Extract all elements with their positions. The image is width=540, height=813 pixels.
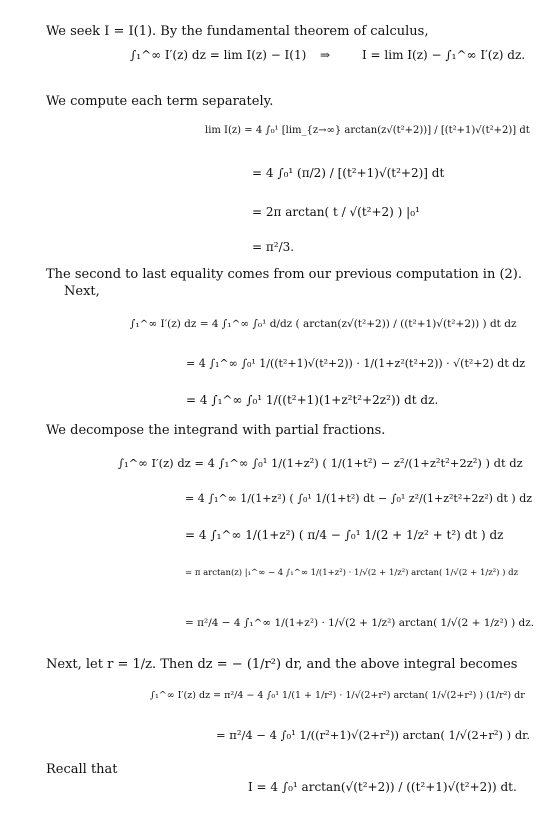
ftc-equation-right: I = lim I(z) − ∫₁^∞ I′(z) dz. bbox=[362, 48, 526, 62]
partial-fraction-eq-line-2: = 4 ∫₁^∞ 1/(1+z²) ( ∫₀¹ 1/(1+t²) dt − ∫₀¹ z²/(1+z²t²+2z²) dt ) dz bbox=[185, 492, 533, 505]
compute-each-paragraph: We compute each term separately. bbox=[46, 94, 274, 109]
limit-eq-line-1: lim I(z) = 4 ∫₀¹ [lim_{z→∞} arctan(z√(t²+2))] / [(t²+1)√(t²+2)] dt bbox=[205, 125, 530, 136]
limit-eq-line-3: = 2π arctan( t / √(t²+2) ) |₀¹ bbox=[252, 205, 420, 219]
derivative-eq-line-1: ∫₁^∞ I′(z) dz = 4 ∫₁^∞ ∫₀¹ d/dz ( arctan(z√(t²+2)) / ((t²+1)√(t²+2)) ) dt dz bbox=[130, 318, 517, 330]
partial-fraction-eq-line-3: = 4 ∫₁^∞ 1/(1+z²) ( π/4 − ∫₀¹ 1/(2 + 1/z² + t²) dt ) dz bbox=[185, 528, 504, 542]
derivative-eq-line-3: = 4 ∫₁^∞ ∫₀¹ 1/((t²+1)(1+z²t²+2z²)) dt dz. bbox=[186, 393, 439, 407]
implies-arrow: ⇒ bbox=[320, 48, 331, 62]
substitution-eq-line-1: ∫₁^∞ I′(z) dz = π²/4 − 4 ∫₀¹ 1/(1 + 1/r²) · 1/√(2+r²) arctan( 1/√(2+r²) ) (1/r²) dr bbox=[150, 690, 525, 701]
derivative-eq-line-2: = 4 ∫₁^∞ ∫₀¹ 1/((t²+1)√(t²+2)) · 1/(1+z²(t²+2)) · √(t²+2) dt dz bbox=[186, 357, 526, 370]
intro-paragraph: We seek I = I(1). By the fundamental theorem of calculus, bbox=[46, 24, 429, 39]
substitution-paragraph: Next, let r = 1/z. Then dz = − (1/r²) dr, and the above integral becomes bbox=[46, 657, 518, 672]
limit-eq-line-2: = 4 ∫₀¹ (π/2) / [(t²+1)√(t²+2)] dt bbox=[252, 166, 445, 180]
partial-fraction-eq-line-5: = π²/4 − 4 ∫₁^∞ 1/(1+z²) · 1/√(2 + 1/z²) arctan( 1/√(2 + 1/z²) ) dz. bbox=[185, 617, 535, 629]
next-paragraph: Next, bbox=[64, 284, 100, 299]
decompose-paragraph: We decompose the integrand with partial fractions. bbox=[46, 423, 386, 438]
recall-paragraph: Recall that bbox=[46, 762, 118, 777]
substitution-eq-line-2: = π²/4 − 4 ∫₀¹ 1/((r²+1)√(2+r²)) arctan( 1/√(2+r²) ) dr. bbox=[216, 728, 531, 742]
limit-eq-line-4: = π²/3. bbox=[252, 240, 295, 254]
partial-fraction-eq-line-1: ∫₁^∞ I′(z) dz = 4 ∫₁^∞ ∫₀¹ 1/(1+z²) ( 1/(1+t²) − z²/(1+z²t²+2z²) ) dt dz bbox=[118, 456, 523, 470]
ftc-equation-left: ∫₁^∞ I′(z) dz = lim I(z) − I(1) bbox=[130, 48, 307, 62]
second-to-last-paragraph: The second to last equality comes from our previous computation in (2). bbox=[46, 267, 522, 282]
recall-equation: I = 4 ∫₀¹ arctan(√(t²+2)) / ((t²+1)√(t²+2)) dt. bbox=[248, 780, 517, 794]
partial-fraction-eq-line-4: = π arctan(z) |₁^∞ − 4 ∫₁^∞ 1/(1+z²) · 1/√(2 + 1/z²) arctan( 1/√(2 + 1/z²) ) dz bbox=[185, 568, 519, 578]
